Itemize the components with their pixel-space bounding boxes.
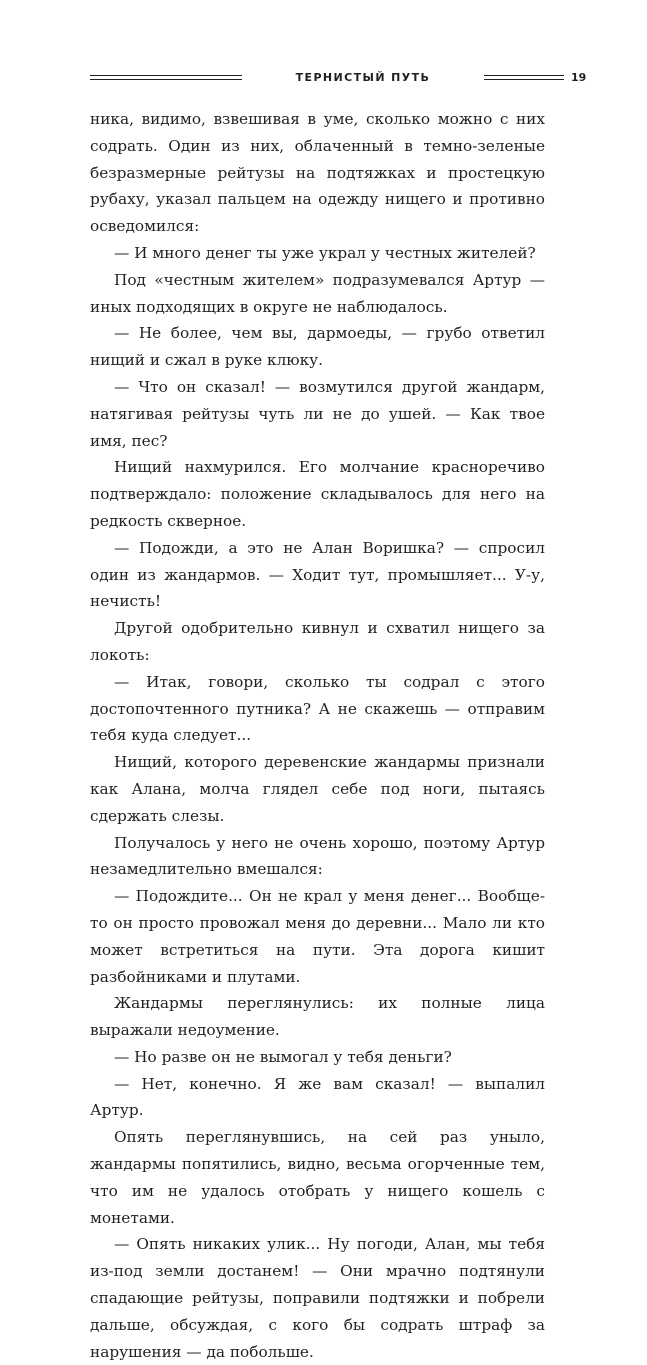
paragraph: Нищий нахмурился. Его молчание красноречиво подтверждало: положение складывалось для него на редкость скверное.	[90, 458, 545, 530]
paragraph: — Подожди, а это не Алан Воришка? — спросил один из жандармов. — Ходит тут, промышляет... У-у, нечисть!	[90, 538, 545, 611]
paragraph: Нищий, которого деревенские жандармы признали как Алана, молча глядел себе под ноги, пытаясь сдержать слезы.	[90, 753, 545, 825]
paragraph: Опять переглянувшись, на сей раз уныло, жандармы попятились, видно, весьма огорченные тем, что им не удалось отобрать у нищего кошель с монетами.	[90, 1128, 545, 1227]
header-rule-right	[484, 75, 564, 80]
paragraph: — Нет, конечно. Я же вам сказал! — выпалил Артур.	[90, 1074, 545, 1120]
paragraph: — Опять никаких улик... Ну погоди, Алан, мы тебя из-под земли достанем! — Они мрачно подтянули спадающие рейтузы, поправили подтяжки и побрели дальше, обсуждая, с кого бы содрать штраф за нарушения — да побольше.	[90, 1235, 545, 1361]
page-number: 19	[571, 71, 587, 84]
paragraph: Другой одобрительно кивнул и схватил нищего за локоть:	[90, 619, 545, 664]
paragraph: Жандармы переглянулись: их полные лица выражали недоумение.	[90, 994, 545, 1040]
paragraph: — Не более, чем вы, дармоеды, — грубо ответил нищий и сжал в руке клюку.	[90, 324, 545, 370]
paragraph: ника, видимо, взвешивая в уме, сколько можно с них содрать. Один из них, облаченный в темно-зеленые безразмерные рейтузы на подтяжках и простецкую рубаху, указал пальцем на одежду нищего и противно осведомился:	[90, 110, 545, 236]
paragraph: Получалось у него не очень хорошо, поэтому Артур незамедлительно вмешался:	[90, 833, 545, 879]
paragraph: — Итак, говори, сколько ты содрал с этого достопочтенного путника? А не скажешь — отправим тебя куда следует...	[90, 672, 545, 745]
body-text	[90, 106, 545, 1365]
paragraph: — Подождите... Он не крал у меня денег... Вообще-то он просто провожал меня до деревни... Мало ли кто может встретиться на пути. Эта дорога кишит разбойниками и плутами.	[90, 887, 545, 986]
header-rule-left	[90, 75, 242, 80]
paragraph: Под «честным жителем» подразумевался Артур — иных подходящих в округе не наблюдалось.	[90, 270, 545, 316]
paragraph: — Но разве он не вымогал у тебя деньги?	[114, 1047, 452, 1066]
running-header	[90, 68, 587, 88]
running-title: ТЕРНИСТЫЙ ПУТЬ	[295, 71, 431, 84]
paragraph: — И много денег ты уже украл у честных жителей?	[114, 243, 536, 262]
paragraph: — Что он сказал! — возмутился другой жандарм, натягивая рейтузы чуть ли не до ушей. — Как твое имя, пес?	[90, 377, 545, 450]
